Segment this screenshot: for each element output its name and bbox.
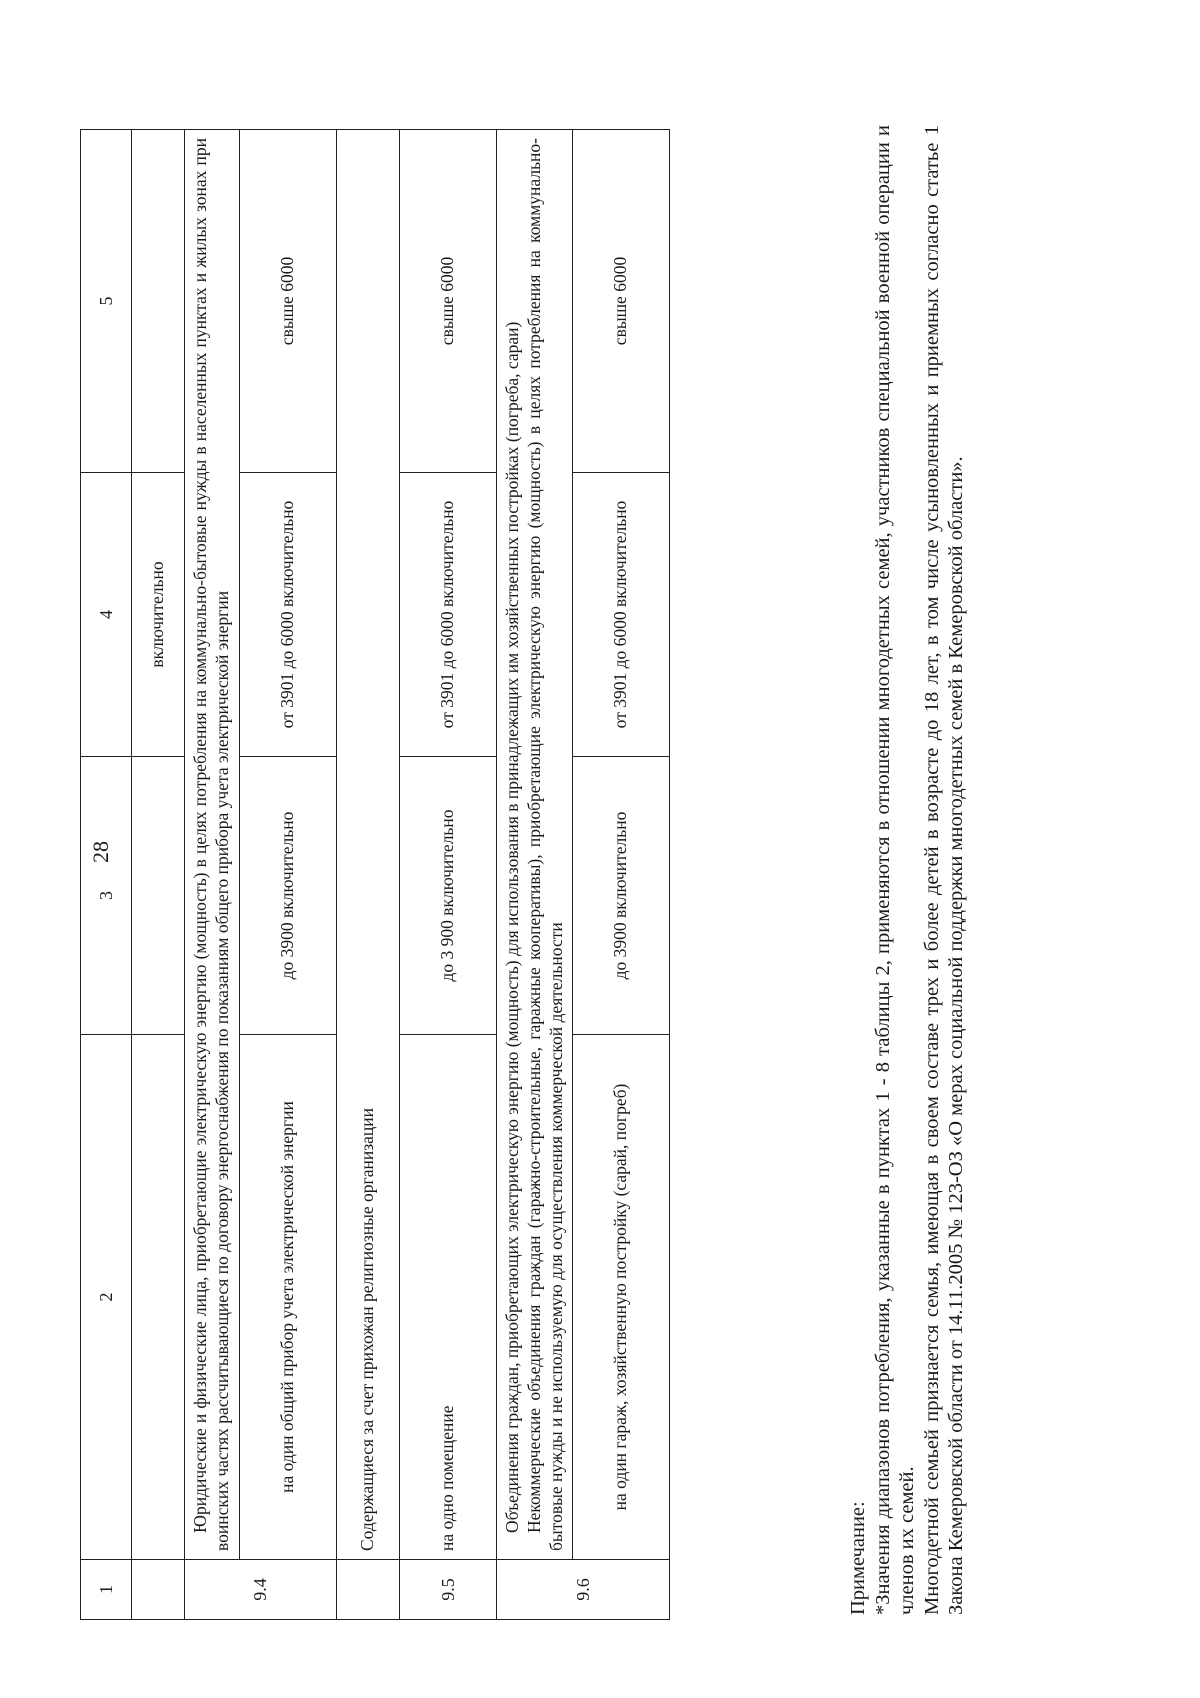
category-9-6-line1: Объединения граждан, приобретающих электрическую энергию (мощность) для использования в принадлежащих им хозяйственных постройках (погреба, сараи) [501,321,522,1533]
category-9-4: Юридические и физические лица, приобретающие электрическую энергию (мощность) в целях потребления на коммунально-бытовые нужды в населенных пунктах и жилых зонах при воинских частях рассчитывающиеся по договору энергоснабжения по показаниям общего прибора учета электрической энергии [185,130,240,1560]
section-religious-row [336,130,399,1620]
range1-9-6: до 3900 включительно [573,757,670,1035]
notes-block [846,125,969,1615]
row-number-9-4: 9.4 [185,1560,337,1620]
row-number-9-5: 9.5 [399,1560,496,1620]
range2-9-4: от 3901 до 6000 включительно [239,473,336,757]
header-col-3: 3 [81,757,132,1035]
section-religious: Содержащиеся за счет прихожан религиозные организации [336,130,399,1560]
table-row-9-5 [399,130,496,1620]
table-row-9-6-values [573,130,670,1620]
header-col-1: 1 [81,1560,132,1620]
range3-9-6: свыше 6000 [573,130,670,473]
rotated-page-content [80,100,1140,1620]
continuation-row [132,130,185,1620]
table-row-9-4-category [185,130,240,1620]
range3-9-4: свыше 6000 [239,130,336,473]
note-2: Многодетной семьей признается семья, имеющая в своем составе трех и более детей в возрасте до 18 лет, в том числе усыновленных и приемных согласно статье 1 Закона Кемеровской области от 14.11.2005 № 123-ОЗ «О мерах социальной поддержки многодетных семей в Кемеровской области». [920,125,968,1615]
table-row-9-6-category [496,130,573,1620]
note-1: *Значения диапазонов потребления, указанные в пунктах 1 - 8 таблицы 2, применяются в отношении многодетных семей, участников специальной военной операции и членов их семей. [871,125,919,1615]
range1-9-4: до 3900 включительно [239,757,336,1035]
row-number-9-6: 9.6 [496,1560,670,1620]
consumption-table [80,129,670,1620]
notes-heading: Примечание: [847,1501,869,1615]
range2-9-6: от 3901 до 6000 включительно [573,473,670,757]
header-col-4: 4 [81,473,132,757]
continuation-range2: включительно [132,473,185,757]
category-9-6 [496,130,573,1560]
unit-9-4: на один общий прибор учета электрической энергии [239,1035,336,1560]
unit-9-5: на одно помещение [399,1035,496,1560]
range1-9-5: до 3 900 включительно [399,757,496,1035]
header-col-5: 5 [81,130,132,473]
category-9-6-line2: Некоммерческие объединения граждан (гаражно-строительные, гаражные кооперативы), приобретающие электрическую энергию (мощность) в целях потребления на коммунально-бытовые нужды и не используемую для осуществления коммерческой деятельности [523,138,566,1551]
range3-9-5: свыше 6000 [399,130,496,473]
page-number: 28 [88,841,113,863]
range2-9-5: от 3901 до 6000 включительно [399,473,496,757]
table-header-row [81,130,132,1620]
header-col-2: 2 [81,1035,132,1560]
unit-9-6: на один гараж, хозяйственную постройку (сарай, погреб) [573,1035,670,1560]
table-row-9-4-values [239,130,336,1620]
